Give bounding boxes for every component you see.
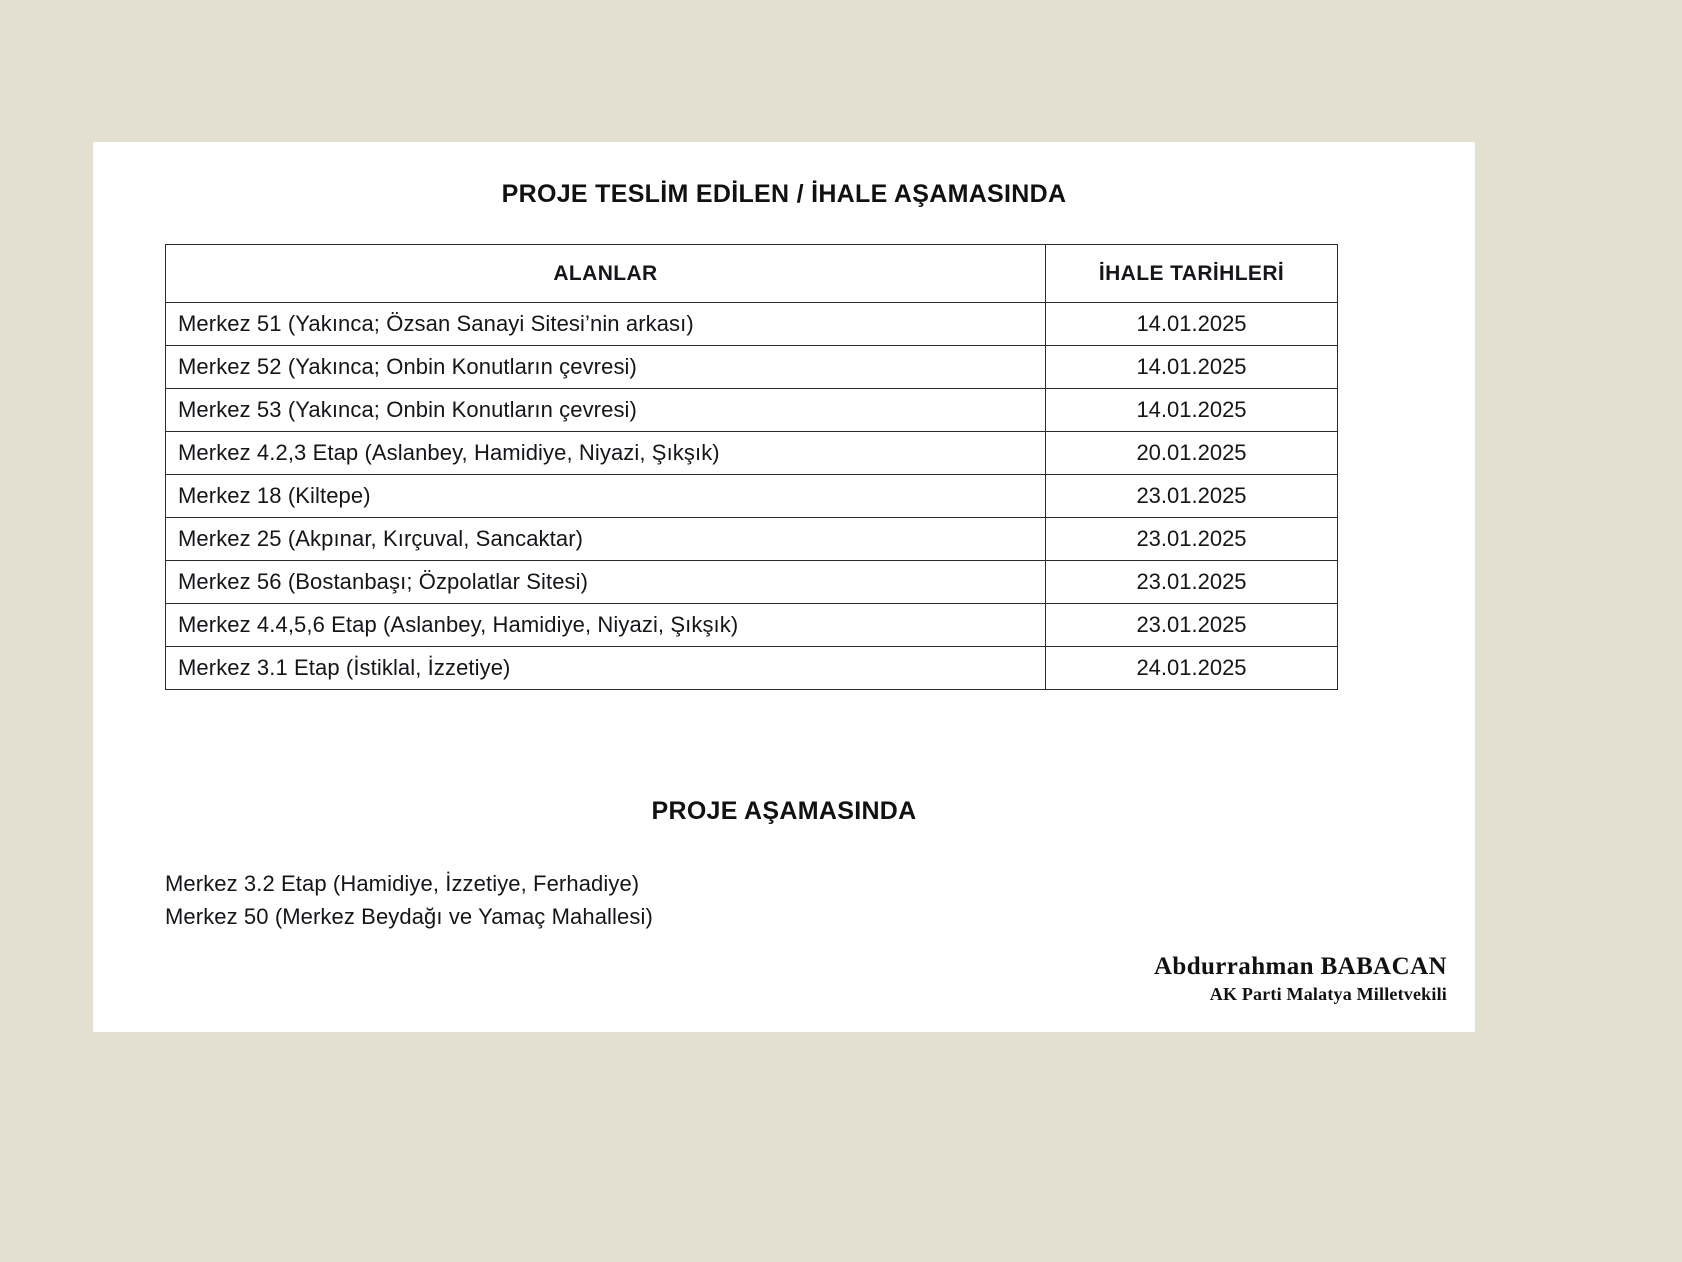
cell-area: Merkez 56 (Bostanbaşı; Özpolatlar Sitesi) [166, 561, 1046, 604]
cell-area: Merkez 18 (Kiltepe) [166, 475, 1046, 518]
cell-area: Merkez 4.2,3 Etap (Aslanbey, Hamidiye, Niyazi, Şıkşık) [166, 432, 1046, 475]
cell-date: 23.01.2025 [1046, 475, 1338, 518]
cell-area: Merkez 4.4,5,6 Etap (Aslanbey, Hamidiye, Niyazi, Şıkşık) [166, 604, 1046, 647]
cell-date: 24.01.2025 [1046, 647, 1338, 690]
schedule-table-container [165, 244, 1337, 690]
section-two-title: PROJE AŞAMASINDA [651, 797, 917, 825]
table-row [166, 432, 1338, 475]
cell-date: 23.01.2025 [1046, 604, 1338, 647]
schedule-table [165, 244, 1338, 690]
table-row [166, 303, 1338, 346]
table-body [166, 303, 1338, 690]
table-row [166, 389, 1338, 432]
cell-date: 20.01.2025 [1046, 432, 1338, 475]
column-header-tender-dates: İHALE TARİHLERİ [1046, 245, 1338, 303]
signature-role: AK Parti Malatya Milletvekili [1209, 984, 1447, 1004]
table-row [166, 647, 1338, 690]
page-title: PROJE TESLİM EDİLEN / İHALE AŞAMASINDA [501, 180, 1067, 208]
signature-block [847, 952, 1447, 1006]
cell-area: Merkez 3.1 Etap (İstiklal, İzzetiye) [166, 647, 1046, 690]
list-item: Merkez 50 (Merkez Beydağı ve Yamaç Mahallesi) [165, 904, 653, 929]
document-card [93, 142, 1475, 1032]
table-header [166, 245, 1338, 303]
cell-date: 23.01.2025 [1046, 518, 1338, 561]
table-row [166, 346, 1338, 389]
cell-date: 14.01.2025 [1046, 346, 1338, 389]
cell-date: 14.01.2025 [1046, 303, 1338, 346]
signature-name: Abdurrahman BABACAN [1153, 953, 1447, 980]
cell-area: Merkez 53 (Yakınca; Onbin Konutların çevresi) [166, 389, 1046, 432]
table-row [166, 518, 1338, 561]
table-row [166, 561, 1338, 604]
table-row [166, 604, 1338, 647]
table-row [166, 475, 1338, 518]
cell-area: Merkez 52 (Yakınca; Onbin Konutların çevresi) [166, 346, 1046, 389]
table-header-row [166, 245, 1338, 303]
cell-date: 14.01.2025 [1046, 389, 1338, 432]
cell-area: Merkez 51 (Yakınca; Özsan Sanayi Sitesi’nin arkası) [166, 303, 1046, 346]
cell-date: 23.01.2025 [1046, 561, 1338, 604]
column-header-areas: ALANLAR [166, 245, 1046, 303]
project-stage-list [165, 867, 1065, 933]
cell-area: Merkez 25 (Akpınar, Kırçuval, Sancaktar) [166, 518, 1046, 561]
list-item: Merkez 3.2 Etap (Hamidiye, İzzetiye, Ferhadiye) [165, 871, 640, 896]
